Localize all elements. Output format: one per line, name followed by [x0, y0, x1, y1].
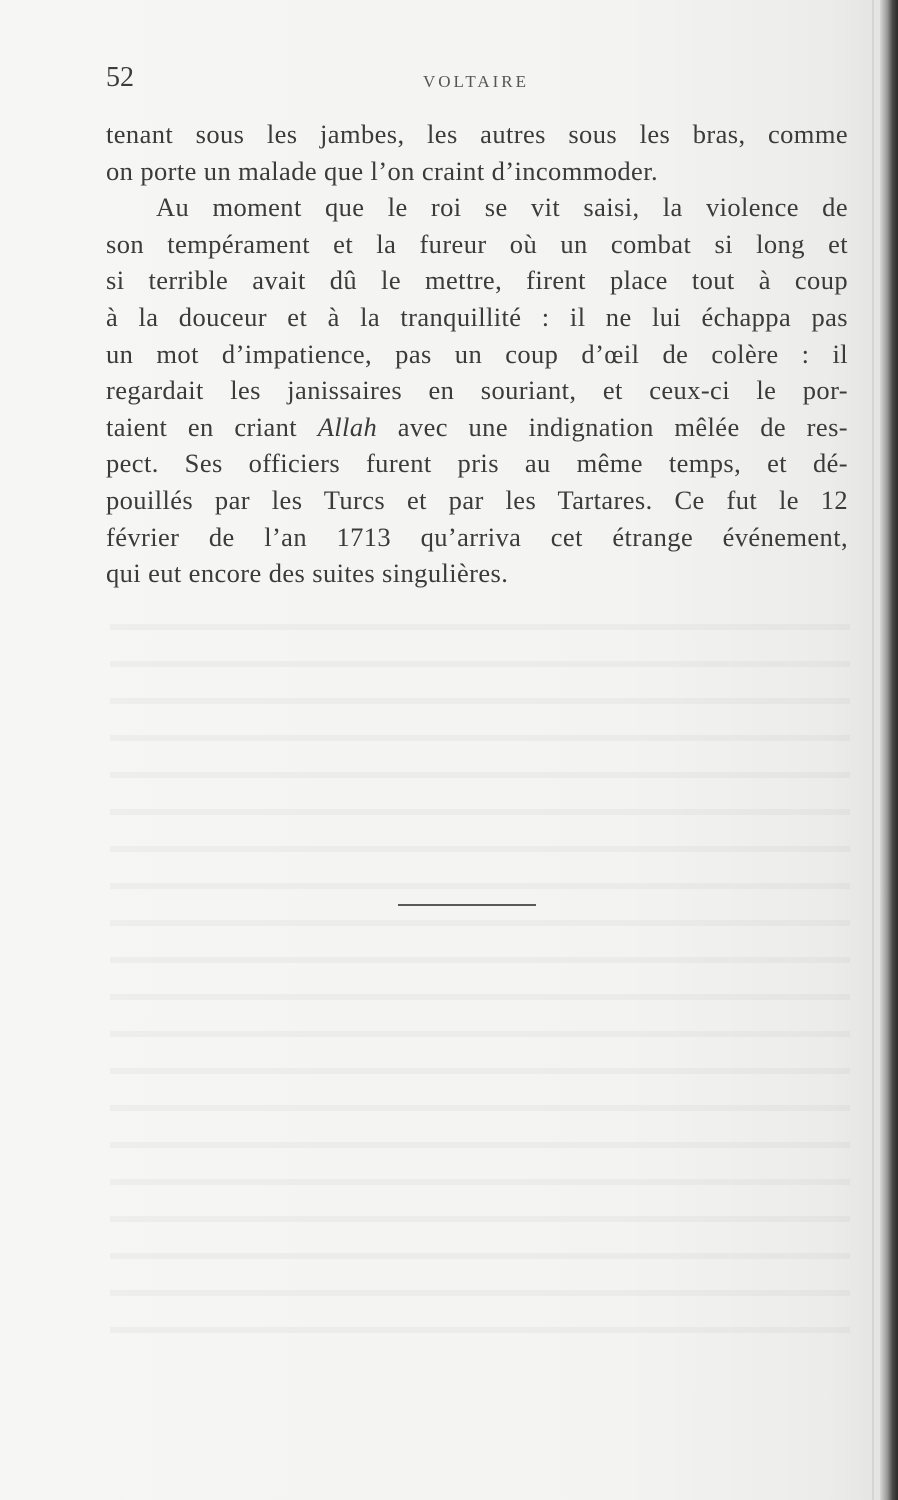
text-line: février de l’an 1713 qu’arriva cet étrange événement, — [106, 521, 848, 552]
section-end-rule — [398, 904, 536, 906]
text-line: tenant sous les jambes, les autres sous les bras, comme — [106, 119, 848, 149]
text-line: un mot d’impatience, pas un coup d’œil de colère : il — [106, 338, 848, 369]
text-line: Au moment que le roi se vit saisi, la violence de — [156, 192, 848, 223]
page-number: 52 — [106, 62, 134, 93]
binding-edge — [880, 0, 898, 1500]
text-line: son tempérament et la fureur où un combat si long et — [106, 228, 848, 259]
italic-word: Allah — [317, 411, 378, 442]
binding-crease — [872, 0, 874, 1500]
running-head: VOLTAIRE — [422, 72, 530, 91]
text-line-mixed — [106, 409, 848, 446]
text-fragment: taient en criant — [106, 411, 298, 442]
text-line: à la douceur et à la tranquillité : il ne lui échappa pas — [106, 301, 848, 332]
text-line: qui eut encore des suites singulières. — [106, 558, 509, 589]
text-fragment: avec une indignation mêlée de res- — [397, 411, 849, 442]
text-line: pouillés par les Turcs et par les Tartares. Ce fut le 12 — [106, 484, 848, 515]
page-header — [106, 62, 846, 96]
show-through-texture — [110, 600, 850, 1340]
body-text — [106, 116, 848, 592]
text-line: si terrible avait dû le mettre, firent place tout à coup — [106, 265, 848, 296]
text-line: pect. Ses officiers furent pris au même temps, et dé- — [106, 448, 848, 479]
text-line: regardait les janissaires en souriant, et ceux-ci le por- — [106, 375, 848, 406]
text-line: on porte un malade que l’on craint d’incommoder. — [106, 155, 658, 186]
